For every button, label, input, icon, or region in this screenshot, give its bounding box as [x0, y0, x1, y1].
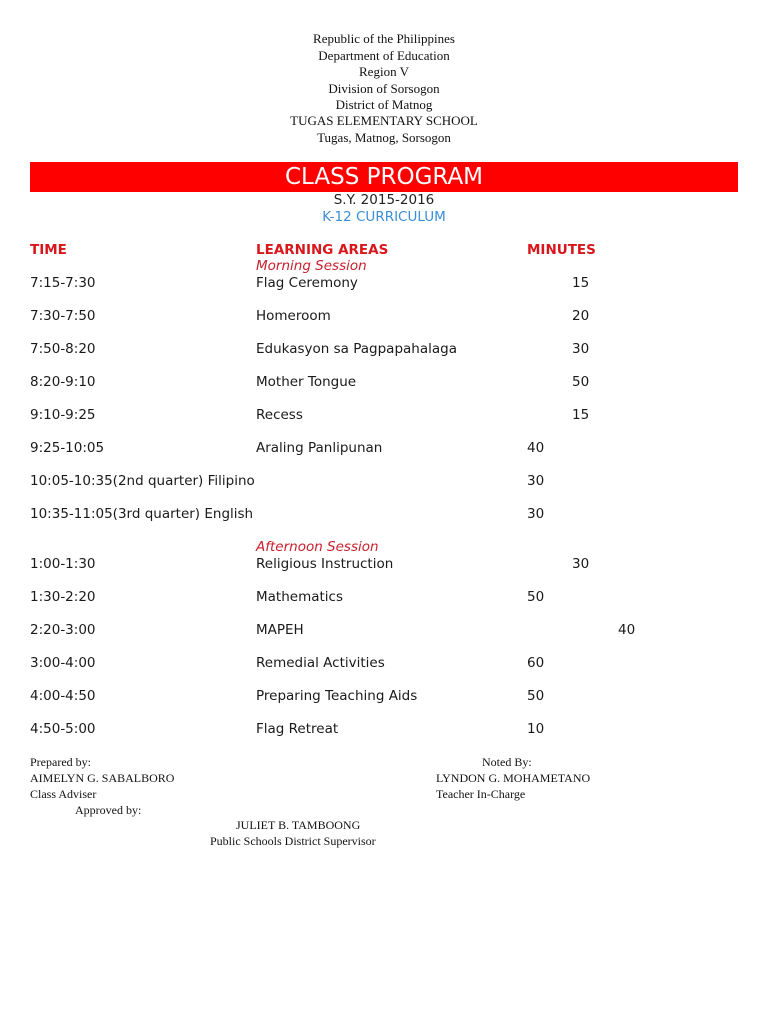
morning-row-2-minutes: 20 [572, 308, 590, 324]
afternoon-session-label: Afternoon Session [256, 539, 379, 555]
morning-row-7-minutes: 30 [527, 473, 545, 489]
morning-row-8-minutes: 30 [527, 506, 545, 522]
afternoon-row-6-area: Flag Retreat [256, 721, 339, 737]
afternoon-row-5-minutes: 50 [527, 688, 545, 704]
morning-row-3-minutes: 30 [572, 341, 590, 357]
approved-by-name: JULIET B. TAMBOONG [236, 818, 361, 832]
morning-session-label: Morning Session [256, 258, 367, 274]
afternoon-row-1-time: 1:00-1:30 [30, 556, 96, 572]
header-line-address: Tugas, Matnog, Sorsogon [317, 129, 451, 145]
afternoon-row-4-minutes: 60 [527, 655, 545, 671]
morning-row-3-time: 7:50-8:20 [30, 341, 96, 357]
afternoon-row-2-minutes: 50 [527, 589, 545, 605]
afternoon-row-4-area: Remedial Activities [256, 655, 385, 671]
prepared-by-name: AIMELYN G. SABALBORO [30, 771, 175, 785]
class-program-banner: CLASS PROGRAM [30, 162, 738, 192]
morning-row-4-time: 8:20-9:10 [30, 374, 96, 390]
morning-row-2-area: Homeroom [256, 308, 331, 324]
morning-row-3-area: Edukasyon sa Pagpapahalaga [256, 341, 457, 357]
header-line-region: Region V [359, 64, 409, 79]
morning-row-6-minutes: 40 [527, 440, 545, 456]
morning-row-2-time: 7:30-7:50 [30, 308, 96, 324]
afternoon-row-5-area: Preparing Teaching Aids [256, 688, 418, 704]
morning-row-8-time: 10:35-11:05(3rd quarter) English [30, 506, 254, 522]
morning-row-5-minutes: 15 [572, 407, 590, 423]
approved-by-label: Approved by: [75, 803, 142, 817]
prepared-by-title: Class Adviser [30, 787, 97, 801]
curriculum-label: K-12 CURRICULUM [322, 209, 446, 225]
afternoon-row-4-time: 3:00-4:00 [30, 655, 96, 671]
afternoon-row-3-minutes: 40 [618, 622, 636, 638]
noted-by-label: Noted By: [482, 755, 532, 769]
afternoon-row-6-minutes: 10 [527, 721, 545, 737]
morning-row-5-time: 9:10-9:25 [30, 407, 96, 423]
afternoon-row-2-area: Mathematics [256, 589, 343, 605]
header-line-republic: Republic of the Philippines [313, 31, 455, 46]
noted-by-name: LYNDON G. MOHAMETANO [436, 771, 591, 785]
col-header-learning-areas: LEARNING AREAS [256, 242, 389, 258]
morning-row-6-area: Araling Panlipunan [256, 440, 383, 456]
afternoon-row-2-time: 1:30-2:20 [30, 589, 96, 605]
morning-row-4-area: Mother Tongue [256, 374, 357, 390]
morning-row-4-minutes: 50 [572, 374, 590, 390]
header-line-district: District of Matnog [335, 97, 433, 112]
col-header-minutes: MINUTES [527, 242, 596, 258]
header-line-school: TUGAS ELEMENTARY SCHOOL [290, 113, 478, 128]
approved-by-title: Public Schools District Supervisor [210, 834, 376, 848]
afternoon-row-3-time: 2:20-3:00 [30, 622, 96, 638]
prepared-by-label: Prepared by: [30, 755, 91, 769]
morning-row-1-minutes: 15 [572, 275, 590, 291]
header-line-department: Department of Education [318, 47, 450, 63]
morning-row-1-area: Flag Ceremony [256, 275, 358, 291]
noted-by-title: Teacher In-Charge [436, 787, 526, 801]
morning-row-1-time: 7:15-7:30 [30, 275, 96, 291]
afternoon-row-1-area: Religious Instruction [256, 556, 394, 572]
col-header-time: TIME [30, 242, 67, 258]
afternoon-row-1-minutes: 30 [572, 556, 590, 572]
header-line-division: Division of Sorsogon [328, 80, 440, 96]
afternoon-row-3-area: MAPEH [256, 622, 304, 638]
afternoon-row-6-time: 4:50-5:00 [30, 721, 96, 737]
morning-row-6-time: 9:25-10:05 [30, 440, 105, 456]
morning-row-5-area: Recess [256, 407, 303, 423]
afternoon-row-5-time: 4:00-4:50 [30, 688, 96, 704]
morning-row-7-time: 10:05-10:35(2nd quarter) Filipino [30, 473, 255, 489]
school-year: S.Y. 2015-2016 [333, 192, 435, 208]
